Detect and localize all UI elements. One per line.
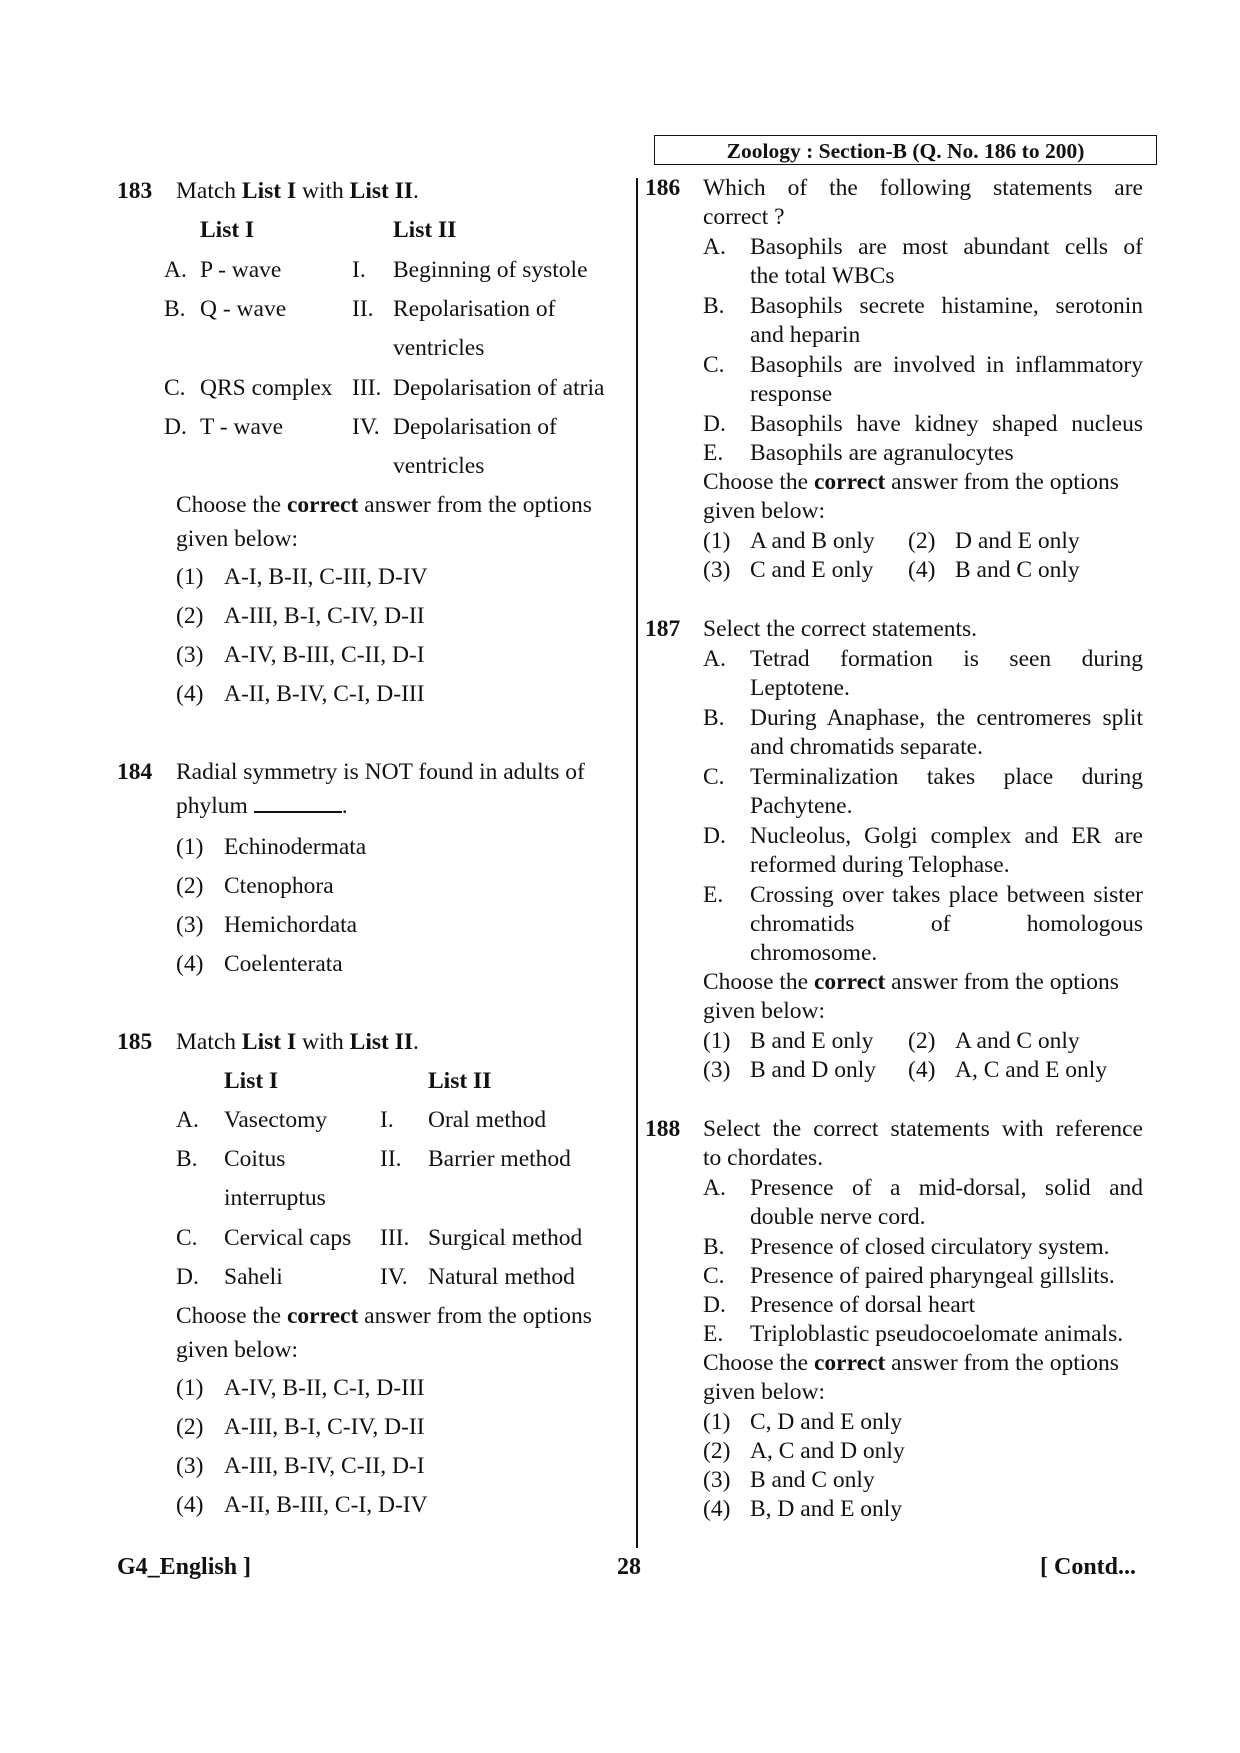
list-2-heading: List II [393, 217, 457, 243]
row-roman: IV. [380, 1264, 408, 1290]
statement-text: Tetrad formation is seen during [750, 646, 1143, 672]
statement-key: A. [703, 646, 726, 672]
choose-instruction-cont: given below: [176, 526, 299, 552]
option-number: (2) [703, 1438, 731, 1464]
option-text: B and C only [750, 1467, 875, 1493]
option-number: (4) [908, 557, 936, 583]
option-number: (4) [176, 1492, 204, 1518]
option-text: C, D and E only [750, 1409, 903, 1435]
row-item-cont: interruptus [224, 1185, 326, 1211]
option-number: (3) [176, 1453, 204, 1479]
statement-text: Basophils have kidney shaped nucleus [750, 411, 1143, 437]
row-match: Surgical method [428, 1225, 583, 1251]
choose-instruction: Choose the correct answer from the options [703, 469, 1119, 495]
row-roman: III. [380, 1225, 410, 1251]
option-number: (2) [908, 1028, 936, 1054]
statement-text: During Anaphase, the centromeres split [750, 705, 1143, 731]
footer-paper-code: G4_English ] [117, 1554, 252, 1580]
statement-text: Presence of dorsal heart [750, 1292, 976, 1318]
question-stem: Match List I with List II. [176, 178, 419, 204]
row-key: D. [164, 414, 187, 440]
choose-instruction-cont: given below: [703, 998, 826, 1024]
question-stem-cont: correct ? [703, 204, 785, 230]
option-text: B and E only [750, 1028, 874, 1054]
option-number: (4) [176, 681, 204, 707]
option-number: (1) [703, 528, 731, 554]
question-stem-cont: to chordates. [703, 1145, 824, 1171]
option-text: B and C only [955, 557, 1080, 583]
option-number: (2) [176, 603, 204, 629]
statement-key: B. [703, 293, 725, 319]
statement-key: C. [703, 352, 725, 378]
statement-text-cont: the total WBCs [750, 263, 895, 289]
row-item: Coitus [224, 1146, 286, 1172]
statement-key: C. [703, 1263, 725, 1289]
option-number: (4) [176, 951, 204, 977]
option-number: (2) [176, 873, 204, 899]
option-text: Coelenterata [224, 951, 343, 977]
row-match-cont: ventricles [393, 453, 485, 479]
statement-text: Presence of paired pharyngeal gillslits. [750, 1263, 1115, 1289]
option-number: (3) [703, 1057, 731, 1083]
question-number: 184 [117, 759, 153, 785]
row-key: C. [176, 1225, 198, 1251]
question-stem-cont: phylum . [176, 793, 348, 819]
statement-text: Basophils are agranulocytes [750, 440, 1014, 466]
row-item: P - wave [200, 257, 282, 283]
statement-text-cont: double nerve cord. [750, 1204, 926, 1230]
option-number: (3) [176, 642, 204, 668]
row-item: QRS complex [200, 375, 333, 401]
option-text: A-I, B-II, C-III, D-IV [224, 564, 428, 590]
statement-text: Presence of closed circulatory system. [750, 1234, 1110, 1260]
statement-text: Presence of a mid-dorsal, solid and [750, 1175, 1143, 1201]
row-key: D. [176, 1264, 199, 1290]
statement-text-cont: and heparin [750, 322, 861, 348]
statement-text-cont: Leptotene. [750, 675, 850, 701]
question-stem: Radial symmetry is NOT found in adults of [176, 759, 585, 785]
question-stem: Which of the following statements are [703, 175, 1143, 201]
option-number: (1) [176, 834, 204, 860]
row-item: T - wave [200, 414, 284, 440]
option-text: Echinodermata [224, 834, 367, 860]
question-number: 188 [645, 1116, 681, 1142]
option-text: A-III, B-I, C-IV, D-II [224, 1414, 425, 1440]
option-text: D and E only [955, 528, 1080, 554]
statement-text-cont: and chromatids separate. [750, 734, 983, 760]
row-item: Q - wave [200, 296, 287, 322]
statement-text-cont: Pachytene. [750, 793, 853, 819]
option-text: C and E only [750, 557, 874, 583]
choose-instruction: Choose the correct answer from the options [703, 1350, 1119, 1376]
option-number: (3) [703, 557, 731, 583]
statement-key: B. [703, 705, 725, 731]
statement-key: C. [703, 764, 725, 790]
row-roman: III. [352, 375, 382, 401]
statement-text: Triploblastic pseudocoelomate animals. [750, 1321, 1124, 1347]
statement-key: D. [703, 823, 726, 849]
option-text: A and B only [750, 528, 875, 554]
list-1-heading: List I [200, 217, 255, 243]
row-key: C. [164, 375, 186, 401]
column-divider [636, 178, 638, 1548]
row-item: Vasectomy [224, 1107, 328, 1133]
question-number: 183 [117, 178, 153, 204]
answer-blank [254, 793, 342, 813]
statement-key: D. [703, 1292, 726, 1318]
row-match: Barrier method [428, 1146, 571, 1172]
question-number: 187 [645, 616, 681, 642]
row-key: B. [164, 296, 186, 322]
choose-instruction-cont: given below: [703, 1379, 826, 1405]
row-key: A. [164, 257, 187, 283]
statement-key: A. [703, 234, 726, 260]
option-text: Ctenophora [224, 873, 334, 899]
question-stem: Match List I with List II. [176, 1029, 419, 1055]
row-match: Oral method [428, 1107, 547, 1133]
statement-key: E. [703, 882, 724, 908]
option-number: (4) [908, 1057, 936, 1083]
choose-instruction-cont: given below: [703, 498, 826, 524]
row-match: Natural method [428, 1264, 575, 1290]
question-number: 186 [645, 175, 681, 201]
option-text: A, C and E only [955, 1057, 1108, 1083]
page-number: 28 [617, 1554, 641, 1580]
option-number: (1) [176, 564, 204, 590]
row-match: Depolarisation of [393, 414, 557, 440]
section-header: Zoology : Section-B (Q. No. 186 to 200) [654, 135, 1157, 165]
list-2-heading: List II [428, 1068, 492, 1094]
row-match: Repolarisation of [393, 296, 556, 322]
option-text: A-II, B-III, C-I, D-IV [224, 1492, 428, 1518]
row-roman: IV. [352, 414, 380, 440]
question-stem: Select the correct statements with reference [703, 1116, 1143, 1142]
row-roman: II. [380, 1146, 402, 1172]
option-text: A-III, B-IV, C-II, D-I [224, 1453, 425, 1479]
statement-text-cont: chromosome. [750, 940, 878, 966]
option-text: A-IV, B-II, C-I, D-III [224, 1375, 425, 1401]
row-key: B. [176, 1146, 198, 1172]
choose-instruction: Choose the correct answer from the options [176, 492, 592, 518]
statement-text: Basophils are most abundant cells of [750, 234, 1143, 260]
option-number: (2) [908, 528, 936, 554]
option-number: (4) [703, 1496, 731, 1522]
row-match: Beginning of systole [393, 257, 588, 283]
question-number: 185 [117, 1029, 153, 1055]
option-text: A-IV, B-III, C-II, D-I [224, 642, 425, 668]
choose-instruction: Choose the correct answer from the options [176, 1303, 592, 1329]
option-text: A and C only [955, 1028, 1080, 1054]
row-roman: I. [380, 1107, 394, 1133]
option-text: B, D and E only [750, 1496, 903, 1522]
statement-text: Nucleolus, Golgi complex and ER are [750, 823, 1143, 849]
option-text: A-II, B-IV, C-I, D-III [224, 681, 425, 707]
statement-text: Crossing over takes place between sister [750, 882, 1143, 908]
statement-text: Basophils are involved in inflammatory [750, 352, 1143, 378]
row-item: Cervical caps [224, 1225, 352, 1251]
statement-text-cont: response [750, 381, 833, 407]
footer-continued: [ Contd... [1040, 1554, 1137, 1580]
option-text: A, C and D only [750, 1438, 905, 1464]
statement-key: D. [703, 411, 726, 437]
option-text: B and D only [750, 1057, 876, 1083]
option-number: (3) [176, 912, 204, 938]
statement-key: B. [703, 1234, 725, 1260]
statement-text-cont: chromatids of homologous [750, 911, 1143, 937]
option-number: (3) [703, 1467, 731, 1493]
choose-instruction-cont: given below: [176, 1337, 299, 1363]
row-key: A. [176, 1107, 199, 1133]
row-roman: I. [352, 257, 366, 283]
option-number: (1) [176, 1375, 204, 1401]
row-item: Saheli [224, 1264, 283, 1290]
row-roman: II. [352, 296, 374, 322]
statement-text: Terminalization takes place during [750, 764, 1143, 790]
row-match-cont: ventricles [393, 335, 485, 361]
question-stem: Select the correct statements. [703, 616, 978, 642]
choose-instruction: Choose the correct answer from the options [703, 969, 1119, 995]
row-match: Depolarisation of atria [393, 375, 605, 401]
option-text: Hemichordata [224, 912, 358, 938]
list-1-heading: List I [224, 1068, 279, 1094]
option-number: (1) [703, 1409, 731, 1435]
statement-text-cont: reformed during Telophase. [750, 852, 1010, 878]
statement-key: A. [703, 1175, 726, 1201]
option-text: A-III, B-I, C-IV, D-II [224, 603, 425, 629]
statement-key: E. [703, 440, 724, 466]
statement-text: Basophils secrete histamine, serotonin [750, 293, 1143, 319]
statement-key: E. [703, 1321, 724, 1347]
option-number: (2) [176, 1414, 204, 1440]
option-number: (1) [703, 1028, 731, 1054]
